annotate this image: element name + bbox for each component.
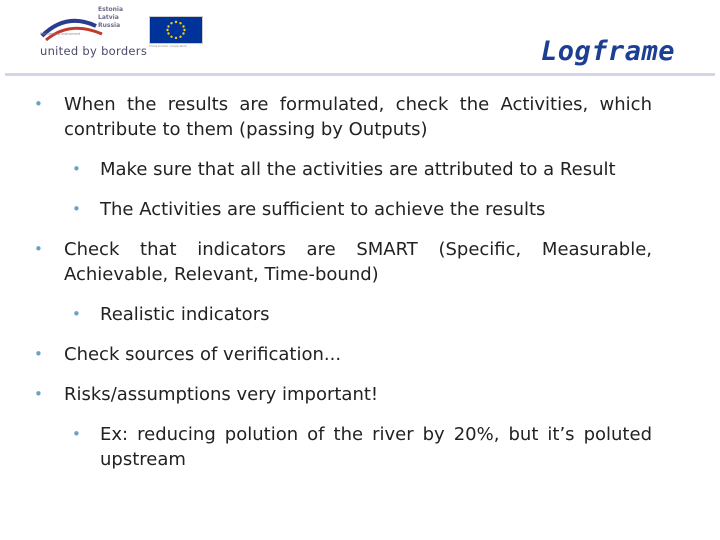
bullet-icon: • — [34, 385, 43, 403]
bullet-text: Risks/assumptions very important! — [64, 384, 379, 405]
bullet-icon: • — [34, 345, 43, 363]
swoosh-icon — [36, 6, 106, 46]
title-divider — [5, 73, 715, 76]
bullet-item — [34, 92, 652, 142]
logo-left-text: Partnership instrument — [40, 32, 81, 36]
sub-bullet-item — [72, 422, 652, 472]
bullet-text: Check sources of verification... — [64, 344, 342, 365]
bullet-icon: • — [34, 240, 43, 258]
bullet-text: Realistic indicators — [100, 304, 270, 325]
sub-bullet-item — [72, 197, 652, 222]
program-logo — [36, 6, 211, 58]
sub-bullet-item — [72, 302, 652, 327]
slide-title: Logframe — [540, 36, 675, 67]
bullet-icon: • — [72, 200, 81, 218]
bullet-text: Ex: reducing polution of the river by 20%, but it’s poluted upstream — [100, 424, 652, 470]
bullet-text: Check that indicators are SMART (Specific, Measurable, Achievable, Relevant, Time-bound) — [64, 239, 652, 285]
bullet-text: The Activities are sufficient to achieve the results — [100, 199, 546, 220]
bullet-icon: • — [72, 305, 81, 323]
bullet-item — [34, 342, 652, 367]
logo-country-2: Latvia — [98, 14, 119, 21]
bullet-item — [34, 382, 652, 407]
logo-country-3: Russia — [98, 22, 121, 29]
logo-right-text: Cross-border cooperation — [149, 44, 188, 48]
bullet-list — [0, 92, 720, 487]
bullet-icon: • — [72, 160, 81, 178]
bullet-text: When the results are formulated, check the Activities, which contribute to them (passing by Outputs) — [64, 94, 652, 140]
bullet-item — [34, 237, 652, 287]
logo-tagline: united by borders — [40, 44, 148, 58]
sub-bullet-item — [72, 157, 652, 182]
eu-flag-icon — [149, 16, 203, 44]
bullet-text: Make sure that all the activities are attributed to a Result — [100, 159, 616, 180]
bullet-icon: • — [34, 95, 43, 113]
bullet-icon: • — [72, 425, 81, 443]
logo-country-1: Estonia — [98, 6, 124, 13]
